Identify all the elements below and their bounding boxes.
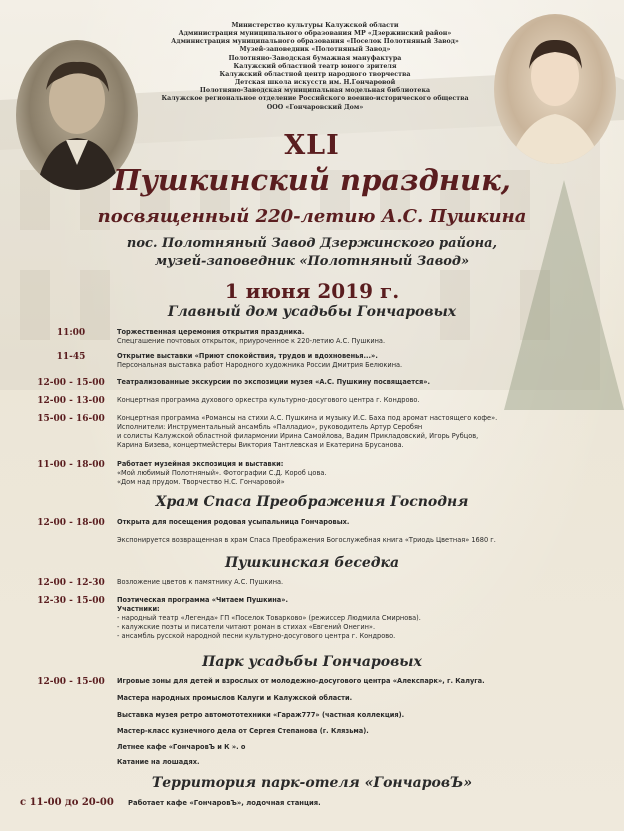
festival-title: Пушкинский праздник, bbox=[113, 163, 511, 197]
organizer-line: Полотняно-Заводская муниципальная модельная библиотека bbox=[199, 87, 431, 95]
organizer-line: Детская школа искусств им. Н.Гончаровой bbox=[234, 79, 396, 87]
event-line: Открытие выставки «Приют спокойствия, трудов и вдохновенья...». bbox=[117, 352, 378, 360]
event-time: 11:00 bbox=[56, 328, 86, 338]
section-heading-hotel: Территория парк-отеля «ГончаровЪ» bbox=[151, 775, 473, 791]
event-time: 12-00 - 15-00 bbox=[37, 378, 105, 388]
event-line: Мастера народных промыслов Калуги и Калужской области. bbox=[117, 694, 353, 702]
event-line: Летнее кафе «ГончаровЪ и К ». o bbox=[117, 743, 246, 751]
event-line: Участники: bbox=[117, 605, 160, 613]
event-line: Мастер-класс кузнечного дела от Сергея Степанова (г. Клязьма). bbox=[117, 727, 369, 735]
event-date: 1 июня 2019 г. bbox=[224, 279, 400, 303]
event-time: 12-00 - 18-00 bbox=[37, 518, 105, 528]
section-heading-main-house: Главный дом усадьбы Гончаровых bbox=[167, 304, 457, 320]
organizer-line: Администрация муниципального образования МР «Дзержинский район» bbox=[178, 30, 452, 38]
event-description bbox=[117, 414, 617, 450]
event-line: Спецгашение почтовых открыток, приуроченное к 220-летию А.С. Пушкина. bbox=[117, 337, 386, 345]
organizer-line: Калужский областной центр народного творчества bbox=[219, 70, 411, 78]
event-line: Поэтическая программа «Читаем Пушкина». bbox=[117, 596, 289, 604]
event-time: 12-30 - 15-00 bbox=[37, 596, 105, 606]
event-description bbox=[117, 596, 617, 641]
event-description bbox=[117, 694, 617, 703]
section-heading-park: Парк усадьбы Гончаровых bbox=[202, 654, 422, 670]
event-line: Открыта для посещения родовая усыпальница Гончаровых. bbox=[117, 518, 350, 526]
organizer-line: ООО «Гончаровский Дом» bbox=[266, 103, 364, 111]
event-description bbox=[117, 460, 617, 487]
organizer-line: Музей-заповедник «Полотняный Завод» bbox=[239, 46, 391, 54]
organizers-list bbox=[150, 22, 480, 112]
event-description bbox=[117, 727, 617, 736]
event-line: Выставка музея ретро автомототехники «Гараж777» (частная коллекция). bbox=[117, 711, 405, 719]
event-description bbox=[117, 536, 617, 545]
venue-line-2: музей-заповедник «Полотняный Завод» bbox=[154, 254, 470, 269]
event-line: и солисты Калужской областной филармонии Ирина Самойлова, Вадим Прикладовский, Игорь Рубцов, bbox=[117, 432, 479, 440]
event-description bbox=[117, 677, 617, 686]
event-time: 15-00 - 16-00 bbox=[37, 414, 105, 424]
event-line: Концертная программа духового оркестра культурно-досугового центра г. Кондрово. bbox=[117, 396, 420, 404]
event-line: Карина Бизева, концертмейстеры Виктория Тантлевская и Екатерина Брусанова. bbox=[117, 441, 404, 449]
event-line: Концертная программа «Романсы на стихи А.С. Пушкина и музыку И.С. Баха под аромат настоящего кофе». bbox=[117, 414, 498, 422]
event-time: 12-00 - 12-30 bbox=[37, 578, 105, 588]
organizer-line: Калужское региональное отделение Российского военно-исторического общества bbox=[161, 95, 469, 103]
event-line: - ансамбль русской народной песни культурно-досугового центра г. Кондрово. bbox=[117, 632, 396, 640]
organizer-line: Министерство культуры Калужской области bbox=[231, 22, 399, 29]
event-description bbox=[117, 518, 617, 527]
event-line: «Дом над прудом. Творчество Н.С. Гончаровой» bbox=[117, 478, 285, 486]
event-description bbox=[117, 578, 617, 587]
footer-time: с 11-00 до 20-00 bbox=[20, 797, 114, 808]
event-time: 11-45 bbox=[56, 352, 86, 362]
event-description bbox=[117, 711, 617, 720]
organizer-line: Администрация муниципального образования «Поселок Полотняный Завод» bbox=[171, 38, 459, 46]
venue-line-1: пос. Полотняный Завод Дзержинского района, bbox=[126, 236, 498, 251]
event-line: «Мой любимый Полотняный». Фотографии С.Д. Короб цова. bbox=[117, 469, 327, 477]
event-description bbox=[117, 352, 617, 370]
event-description bbox=[117, 758, 617, 767]
event-line: - калужские поэты и писатели читают роман в стихах «Евгений Онегин». bbox=[117, 623, 376, 631]
event-line: Возложение цветов к памятнику А.С. Пушкина. bbox=[117, 578, 284, 586]
event-time: 11-00 - 18-00 bbox=[37, 460, 105, 470]
section-heading-gazebo: Пушкинская беседка bbox=[224, 555, 400, 571]
section-heading-church: Храм Спаса Преображения Господня bbox=[155, 494, 469, 510]
edition-number: XLI bbox=[284, 130, 340, 161]
event-time: 12-00 - 13-00 bbox=[37, 396, 105, 406]
festival-subtitle: посвященный 220-летию А.С. Пушкина bbox=[97, 206, 527, 227]
event-line: Персональная выставка работ Народного художника России Дмитрия Белюкина. bbox=[117, 361, 403, 369]
event-description bbox=[117, 328, 617, 346]
event-line: Игровые зоны для детей и взрослых от молодежно-досугового центра «Алекспарк», г. Калуга. bbox=[117, 677, 485, 685]
event-line: - народный театр «Легенда» ГП «Поселок Товарково» (режиссер Людмила Смирнова). bbox=[117, 614, 421, 622]
event-line: Исполнители: Инструментальный ансамбль «Палладио», руководитель Артур Серобян bbox=[117, 423, 423, 431]
event-line: Театрализованные экскурсии по экспозиции музея «А.С. Пушкину посвящается». bbox=[117, 378, 430, 386]
event-description bbox=[117, 396, 617, 405]
organizer-line: Калужский областной театр юного зрителя bbox=[233, 62, 397, 70]
event-line: Торжественная церемония открытия праздника. bbox=[117, 328, 305, 336]
event-description bbox=[117, 743, 617, 752]
event-line: Работает музейная экспозиция и выставки: bbox=[117, 460, 284, 468]
event-time: 12-00 - 15-00 bbox=[37, 677, 105, 687]
footer-description: Работает кафе «ГончаровЪ», лодочная станция. bbox=[128, 799, 321, 807]
event-line: Экспонируется возвращенная в храм Спаса Преображения Богослужебная книга «Триодь Цветная» 1680 г. bbox=[117, 536, 496, 544]
event-line: Катание на лошадях. bbox=[117, 758, 200, 766]
organizer-line: Полотняно-Заводская бумажная мануфактура bbox=[228, 54, 402, 62]
event-description bbox=[117, 378, 617, 387]
